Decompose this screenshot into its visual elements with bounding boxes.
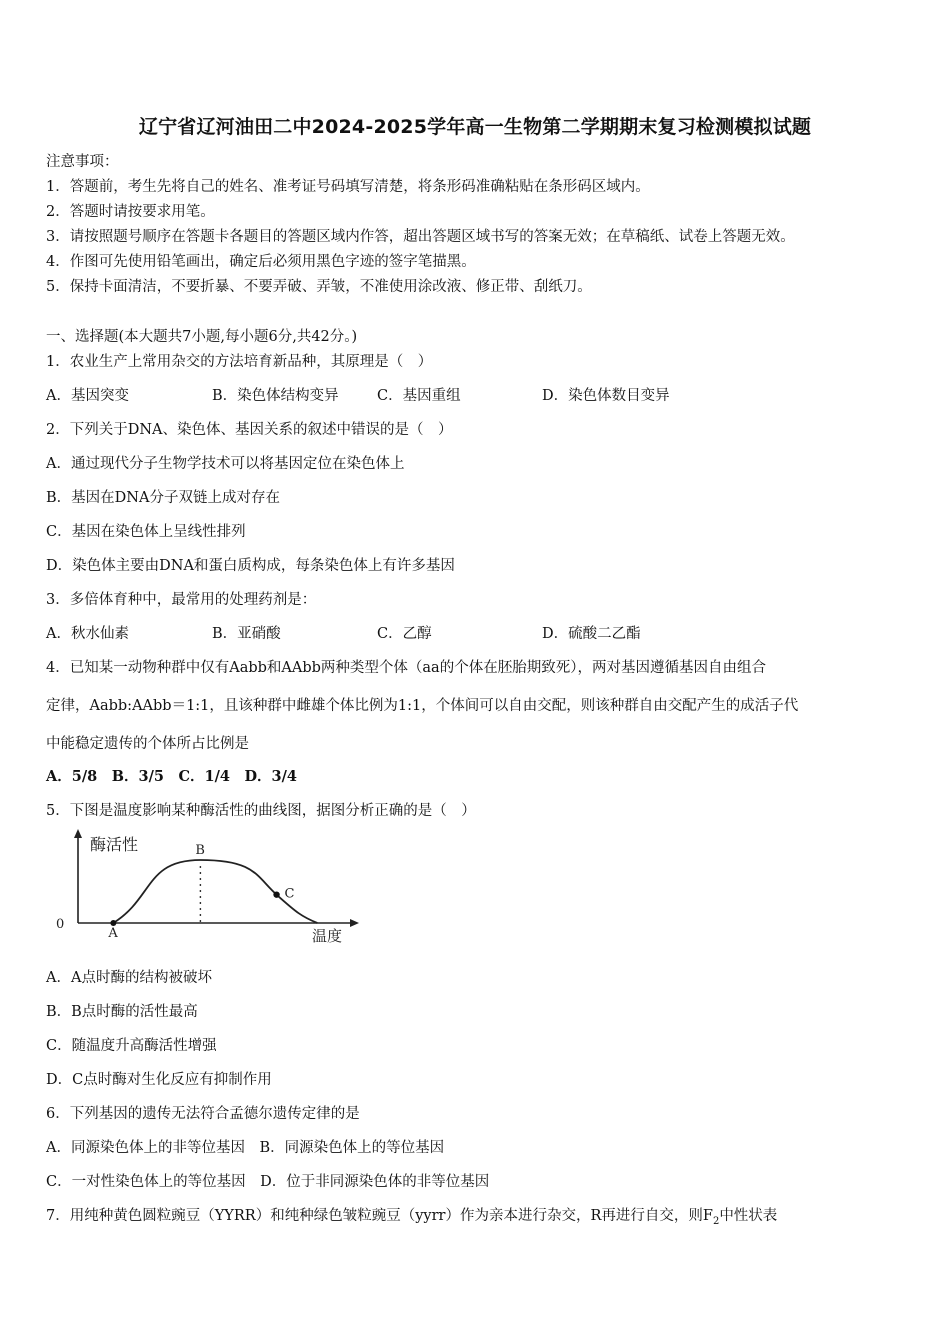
point-c-label: C xyxy=(284,886,295,902)
notice-item: 5．保持卡面清洁，不要折暴、不要弄破、弄皱，不准使用涂改液、修正带、刮纸刀。 xyxy=(46,279,592,295)
notice-item: 3．请按照题号顺序在答题卡各题目的答题区域内作答，超出答题区域书写的答案无效；在草稿纸、试卷上答题无效。 xyxy=(46,229,795,245)
notice-item: 2．答题时请按要求用笔。 xyxy=(46,204,215,220)
q3-option-a: A．秋水仙素 xyxy=(46,626,129,642)
q5-option-d: D．C点时酶对生化反应有抑制作用 xyxy=(46,1072,272,1088)
q3-option-b: B．亚硝酸 xyxy=(212,626,281,642)
notice-item: 4．作图可先使用铅笔画出，确定后必须用黑色字迹的签字笔描黑。 xyxy=(46,254,476,270)
q2-option-d: D．染色体主要由DNA和蛋白质构成，每条染色体上有许多基因 xyxy=(46,558,455,574)
y-axis-arrow xyxy=(74,829,82,838)
question-1-stem: 1．农业生产上常用杂交的方法培育新品种，其原理是（ ） xyxy=(46,354,433,370)
q5-option-c: C．随温度升高酶活性增强 xyxy=(46,1038,217,1054)
question-4-line: 中能稳定遗传的个体所占比例是 xyxy=(46,736,249,752)
question-6-stem: 6．下列基因的遗传无法符合孟德尔遗传定律的是 xyxy=(46,1106,360,1122)
q1-option-c: C．基因重组 xyxy=(377,388,461,404)
enzyme-activity-chart xyxy=(50,828,370,948)
notice-heading: 注意事项： xyxy=(46,154,119,170)
q5-option-b: B．B点时酶的活性最高 xyxy=(46,1004,198,1020)
q1-option-a: A．基因突变 xyxy=(46,388,129,404)
q5-option-a: A．A点时酶的结构被破坏 xyxy=(46,970,212,986)
q7-subscript: 2 xyxy=(712,1215,720,1227)
x-axis-label: 温度 xyxy=(312,927,343,945)
q7-stem-prefix: 7．用纯种黄色圆粒豌豆（YYRR）和纯种绿色皱粒豌豆（yyrr）作为亲本进行杂交，R再进行自交，则F xyxy=(46,1208,713,1224)
point-a-label: A xyxy=(108,926,118,941)
q7-stem-suffix: 中性状表 xyxy=(719,1208,778,1224)
q4-options: A．5/8 B．3/5 C．1/4 D．3/4 xyxy=(46,768,298,785)
q2-option-b: B．基因在DNA分子双链上成对存在 xyxy=(46,490,280,506)
section-heading: 一、选择题(本大题共7小题,每小题6分,共42分。) xyxy=(46,329,358,345)
question-4-line: 定律，Aabb:AAbb＝1:1，且该种群中雌雄个体比例为1:1，个体间可以自由交配，则该种群自由交配产生的成活子代 xyxy=(46,698,799,714)
q1-option-b: B．染色体结构变异 xyxy=(212,388,339,404)
q3-option-d: D．硫酸二乙酯 xyxy=(542,626,641,642)
question-5-stem: 5．下图是温度影响某种酶活性的曲线图，据图分析正确的是（ ） xyxy=(46,803,476,819)
q1-option-d: D．染色体数目变异 xyxy=(542,388,670,404)
origin-label: 0 xyxy=(56,917,65,932)
point-c-marker xyxy=(273,891,279,897)
question-2-stem: 2．下列关于DNA、染色体、基因关系的叙述中错误的是（ ） xyxy=(46,422,453,438)
question-7-stem xyxy=(46,1206,777,1232)
q6-options-cd: C．一对性染色体上的等位基因 D．位于非同源染色体的非等位基因 xyxy=(46,1174,490,1190)
q2-option-a: A．通过现代分子生物学技术可以将基因定位在染色体上 xyxy=(46,456,405,472)
q6-options-ab: A．同源染色体上的非等位基因 B．同源染色体上的等位基因 xyxy=(46,1140,445,1156)
point-b-label: B xyxy=(195,843,205,858)
question-4-line: 4．已知某一动物种群中仅有Aabb和AAbb两种类型个体（aa的个体在胚胎期致死），两对基因遵循基因自由组合 xyxy=(46,660,766,676)
q3-option-c: C．乙醇 xyxy=(377,626,432,642)
question-3-stem: 3．多倍体育种中，最常用的处理药剂是： xyxy=(46,592,317,608)
x-axis-arrow xyxy=(350,919,359,927)
q2-option-c: C．基因在染色体上呈线性排列 xyxy=(46,524,246,540)
page-title: 辽宁省辽河油田二中2024-2025学年高一生物第二学期期末复习检测模拟试题 xyxy=(138,116,812,138)
notice-item: 1．答题前，考生先将自己的姓名、准考证号码填写清楚，将条形码准确粘贴在条形码区域内。 xyxy=(46,179,650,195)
y-axis-label: 酶活性 xyxy=(90,835,139,854)
